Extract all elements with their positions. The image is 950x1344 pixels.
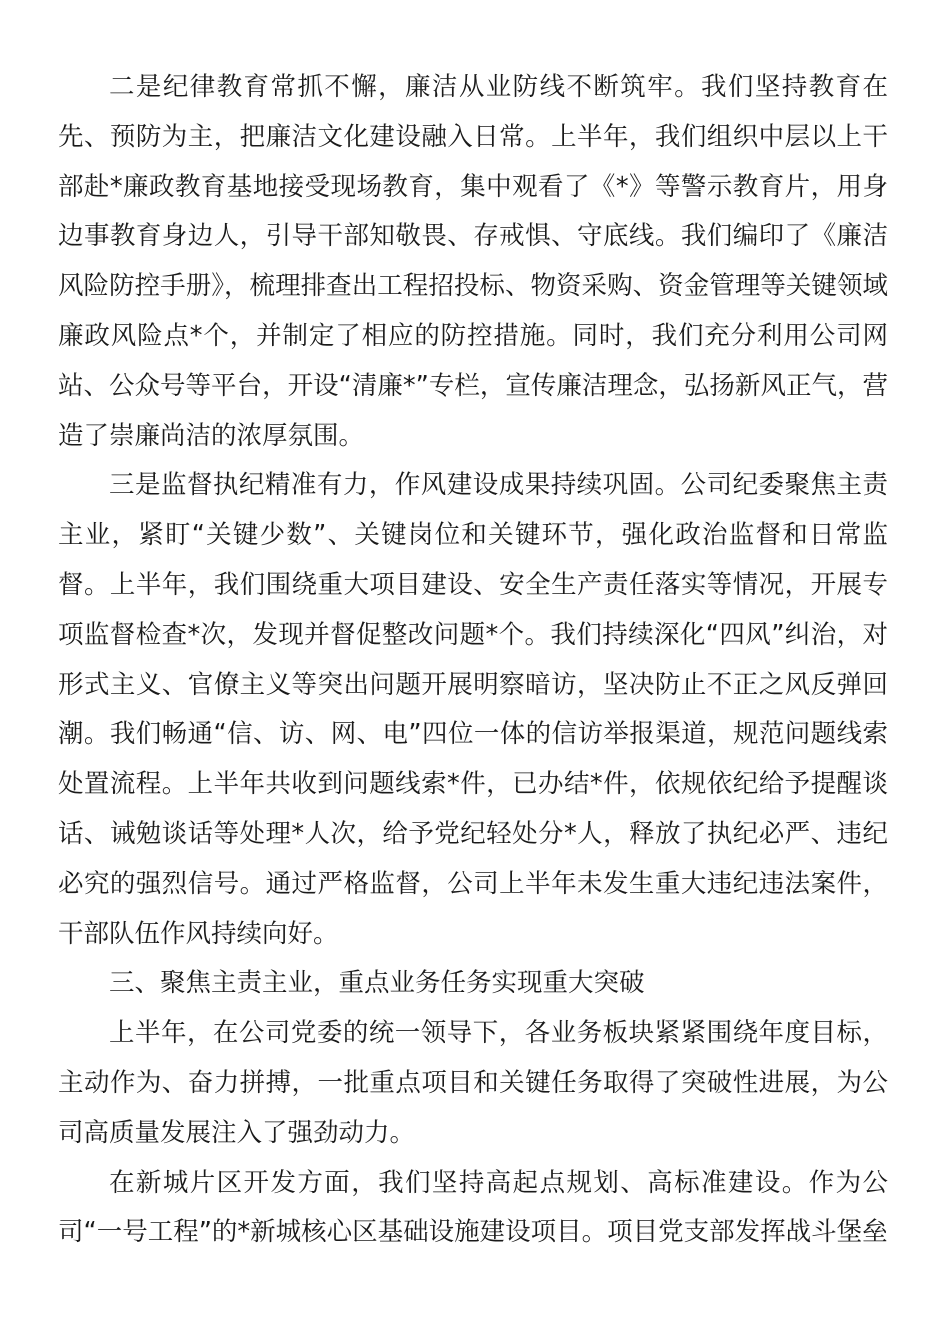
paragraph-supervision: 三是监督执纪精准有力，作风建设成果持续巩固。公司纪委聚焦主责主业，紧盯“关键少数”、关键岗位和关键环节，强化政治监督和日常监督。上半年，我们围绕重大项目建设、安全生产责任落实等情况，开展专项监督检查*次，发现并督促整改问题*个。我们持续深化“四风”纠治，对形式主义、官僚主义等突出问题开展明察暗访，坚决防止不正之风反弹回潮。我们畅通“信、访、网、电”四位一体的信访举报渠道，规范问题线索处置流程。上半年共收到问题线索*件，已办结*件，依规依纪给予提醒谈话、诫勉谈话等处理*人次，给予党纪轻处分*人，释放了执纪必严、违纪必究的强烈信号。通过严格监督，公司上半年未发生重大违纪违法案件，干部队伍作风持续向好。 bbox=[58, 470, 888, 949]
paragraph-business-overview: 上半年，在公司党委的统一领导下，各业务板块紧紧围绕年度目标，主动作为、奋力拼搏，一批重点项目和关键任务取得了突破性进展，为公司高质量发展注入了强劲动力。 bbox=[58, 1018, 888, 1148]
document-body bbox=[58, 63, 888, 1258]
paragraph-new-city-development: 在新城片区开发方面，我们坚持高起点规划、高标准建设。作为公司“一号工程”的*新城核心区基础设施建设项目。项目党支部发挥战斗堡垒 bbox=[58, 1167, 888, 1248]
section-heading: 三、聚焦主责主业，重点业务任务实现重大突破 bbox=[109, 968, 645, 999]
paragraph-discipline-education: 二是纪律教育常抓不懈，廉洁从业防线不断筑牢。我们坚持教育在先、预防为主，把廉洁文化建设融入日常。上半年，我们组织中层以上干部赴*廉政教育基地接受现场教育，集中观看了《*》等警示教育片，用身边事教育身边人，引导干部知敬畏、存戒惧、守底线。我们编印了《廉洁风险防控手册》，梳理排查出工程招投标、物资采购、资金管理等关键领域廉政风险点*个，并制定了相应的防控措施。同时，我们充分利用公司网站、公众号等平台，开设“清廉*”专栏，宣传廉洁理念，弘扬新风正气，营造了崇廉尚洁的浓厚氛围。 bbox=[58, 72, 888, 451]
